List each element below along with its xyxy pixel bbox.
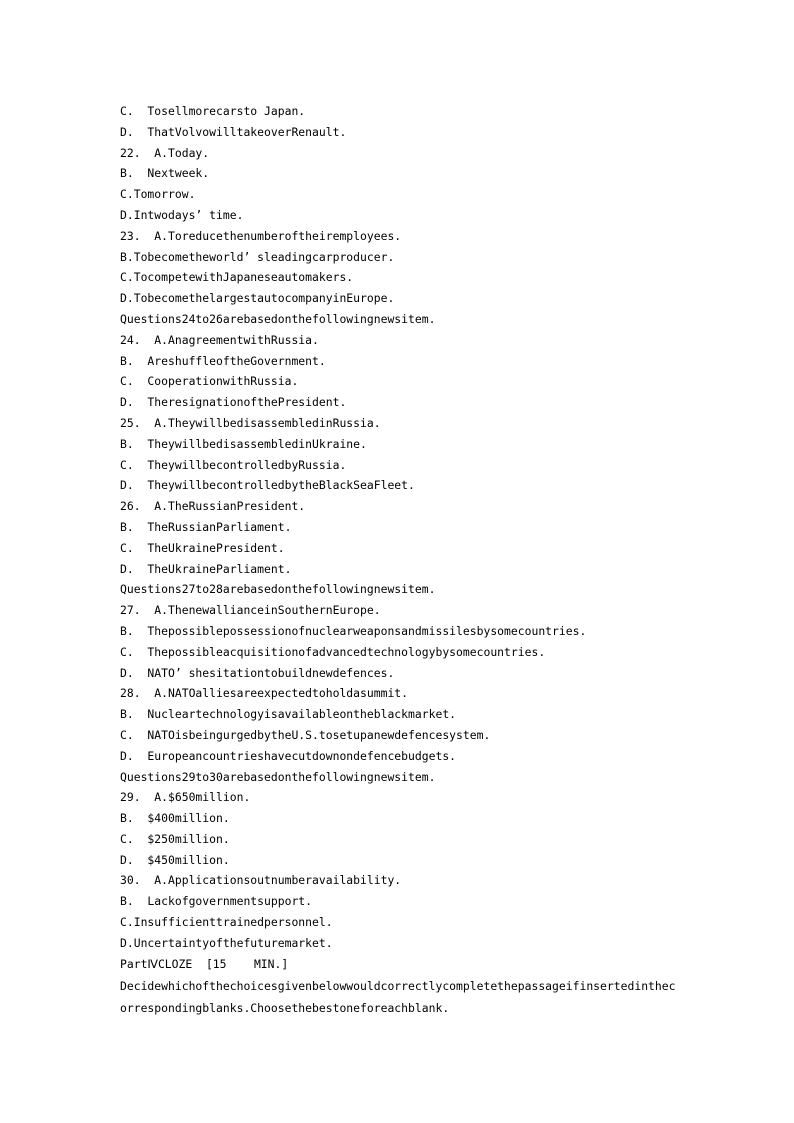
option-line: C. TheUkrainePresident.: [120, 540, 285, 555]
question-line: 25. A.TheywillbedisassembledinRussia.: [120, 415, 381, 430]
section-heading: Questions24to26arebasedonthefollowingnewsitem.: [120, 311, 436, 326]
option-line: D. Europeancountrieshavecutdownondefencebudgets.: [120, 748, 457, 763]
question-line: 24. A.AnagreementwithRussia.: [120, 332, 319, 347]
option-line: B.Tobecometheworld’ sleadingcarproducer.: [120, 249, 395, 264]
option-line: C.Tomorrow.: [120, 187, 196, 202]
section-heading: Questions29to30arebasedonthefollowingnewsitem.: [120, 769, 436, 784]
option-line: C. NATOisbeingurgedbytheU.S.tosetupanewdefencesystem.: [120, 727, 491, 742]
question-line: 26. A.TheRussianPresident.: [120, 499, 306, 514]
option-line: D. $450million.: [120, 852, 230, 867]
option-line: C. TheywillbecontrolledbyRussia.: [120, 457, 347, 472]
option-line: B. AreshuffleoftheGovernment.: [120, 353, 326, 368]
document-body: [120, 101, 720, 1019]
option-line: D. NATO’ shesitationtobuildnewdefences.: [120, 665, 395, 680]
option-line: C.TocompetewithJapaneseautomakers.: [120, 270, 354, 285]
option-line: B. Lackofgovernmentsupport.: [120, 894, 313, 909]
section-heading: Questions27to28arebasedonthefollowingnewsitem.: [120, 582, 436, 597]
option-line: D. ThatVolvowilltakeoverRenault.: [120, 124, 347, 139]
option-line: D. TheywillbecontrolledbytheBlackSeaFleet.: [120, 478, 415, 493]
cloze-instruction: Decidewhichofthechoicesgivenbelowwouldcorrectlycompletethepassageifinsertedinthecorrespondingblanks.Choosethebestoneforeachblank.: [120, 979, 676, 1016]
part-heading: PartⅣCLOZE [15 MIN.]: [120, 956, 289, 971]
option-line: B. TheRussianParliament.: [120, 519, 292, 534]
option-line: D. TheUkraineParliament.: [120, 561, 292, 576]
option-line: C. CooperationwithRussia.: [120, 374, 299, 389]
option-line: D.Uncertaintyofthefuturemarket.: [120, 935, 333, 950]
option-line: D.Intwodays’ time.: [120, 207, 244, 222]
question-line: 22. A.Today.: [120, 145, 210, 160]
option-line: D.TobecomethelargestautocompanyinEurope.: [120, 291, 395, 306]
question-line: 23. A.Toreducethenumberoftheiremployees.: [120, 228, 402, 243]
option-line: C. Tosellmorecarsto Japan.: [120, 104, 306, 118]
option-line: C. $250million.: [120, 831, 230, 846]
option-line: C.Insufficienttrainedpersonnel.: [120, 915, 333, 930]
question-line: 30. A.Applicationsoutnumberavailability.: [120, 873, 402, 888]
option-line: B. TheywillbedisassembledinUkraine.: [120, 436, 367, 451]
option-line: D. TheresignationofthePresident.: [120, 395, 347, 410]
question-line: 27. A.ThenewallianceinSouthernEurope.: [120, 603, 381, 618]
option-line: B. $400million.: [120, 811, 230, 826]
question-line: 29. A.$650million.: [120, 790, 251, 805]
question-line: 28. A.NATOalliesareexpectedtoholdasummit.: [120, 686, 409, 701]
option-line: B. Thepossiblepossessionofnuclearweaponsandmissilesbysomecountries.: [120, 623, 587, 638]
option-line: B. Nucleartechnologyisavailableontheblackmarket.: [120, 707, 457, 722]
option-line: B. Nextweek.: [120, 166, 210, 181]
option-line: C. Thepossibleacquisitionofadvancedtechnologybysomecountries.: [120, 644, 546, 659]
